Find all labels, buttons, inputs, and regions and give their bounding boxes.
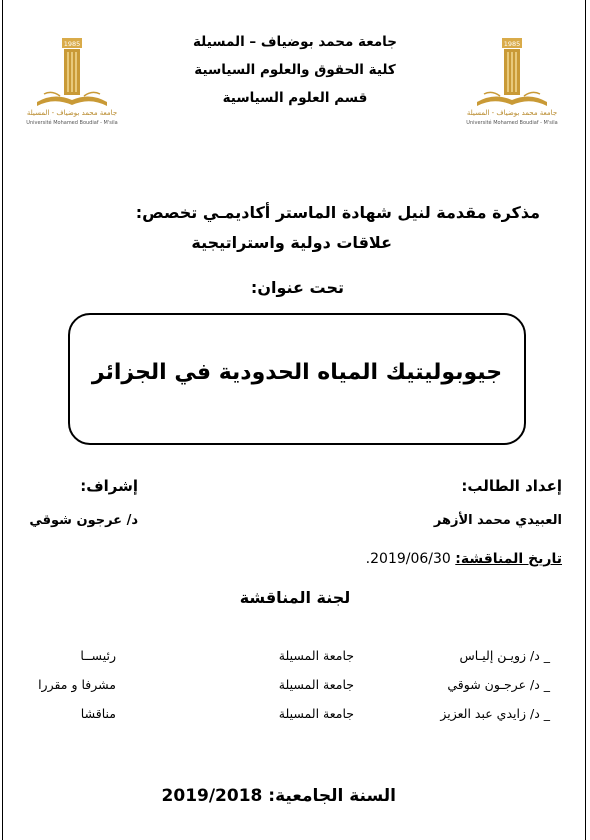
committee-member-university: جامعة المسيلة	[278, 706, 354, 721]
logo-name-fr: Université Mohamed Boudiaf - M'sila	[26, 120, 118, 126]
thesis-title: جيوبوليتيك المياه الحدودية في الجزائر	[91, 360, 503, 385]
university-name: جامعة محمد بوضياف – المسيلة	[193, 34, 397, 50]
svg-text:1985: 1985	[63, 40, 81, 48]
academic-year-value: 2019/2018	[161, 786, 263, 806]
committee-member-name: _ د/ زويـن إليـاس	[459, 648, 550, 663]
logo-name-fr: Université Mohamed Boudiaf - M'sila	[466, 120, 558, 126]
university-logo-left	[22, 32, 122, 132]
student-name: العبيدي محمد الأزهر	[433, 513, 562, 528]
committee-member-role: رئيســا	[80, 648, 116, 663]
committee-member-university: جامعة المسيلة	[278, 648, 354, 663]
specialization: علاقات دولية واستراتيجية	[191, 233, 392, 252]
faculty-name: كلية الحقوق والعلوم السياسية	[194, 62, 396, 78]
department-name: قسم العلوم السياسية	[222, 90, 368, 106]
university-logo-right	[462, 32, 562, 132]
defense-date: 2019/06/30.	[365, 551, 451, 567]
academic-year	[162, 786, 396, 806]
under-title-label: تحت عنوان:	[250, 278, 344, 297]
committee-member-university: جامعة المسيلة	[278, 677, 354, 692]
page-border-left	[2, 0, 3, 840]
thesis-description: مذكرة مقدمة لنيل شهادة الماستر أكاديمـي تخصص:	[135, 203, 540, 222]
defense-date-row	[366, 551, 562, 567]
logo-name-ar: جامعة محمد بوضياف - المسيلة	[466, 109, 558, 117]
academic-year-label: السنة الجامعية:	[268, 786, 396, 806]
thesis-title-box	[68, 313, 526, 445]
student-label: إعداد الطالب:	[461, 477, 562, 495]
committee-member-name: _ د/ عرجـون شوقي	[447, 677, 550, 692]
supervisor-name: د/ عرجون شوقي	[29, 513, 138, 528]
committee-member-role: مشرفا و مقررا	[38, 677, 116, 692]
supervisor-label: إشراف:	[80, 477, 138, 495]
page-border-right	[585, 0, 586, 840]
committee-member-name: _ د/ زايدي عبد العزيز	[440, 706, 550, 721]
committee-title: لجنة المناقشة	[239, 588, 351, 607]
logo-name-ar: جامعة محمد بوضياف - المسيلة	[26, 109, 118, 117]
svg-text:1985: 1985	[503, 40, 521, 48]
committee-member-role: مناقشا	[80, 706, 116, 721]
defense-date-label: تاريخ المناقشة:	[455, 551, 562, 567]
